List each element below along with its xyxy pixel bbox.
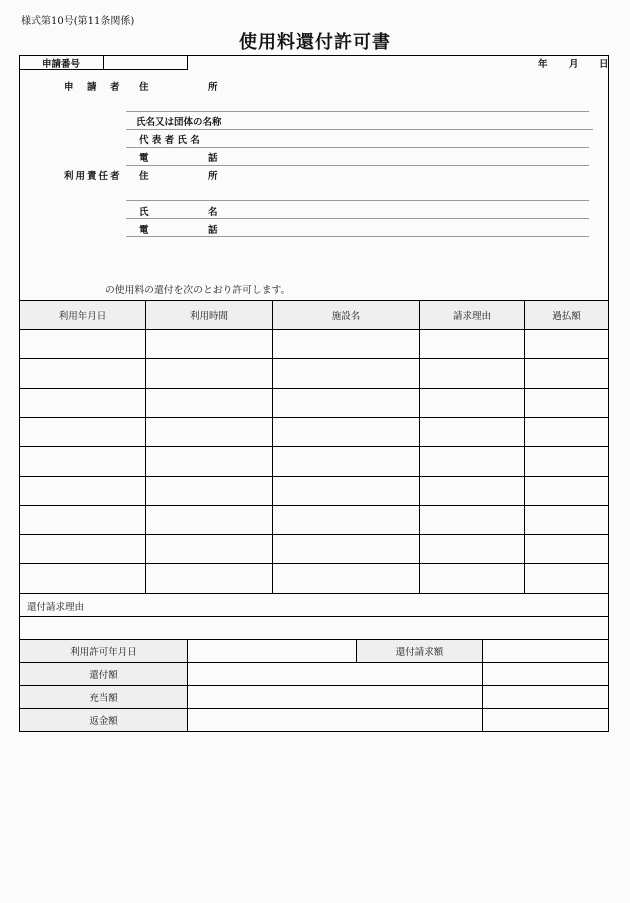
table-cell[interactable] [273, 359, 419, 387]
table-cell[interactable] [420, 330, 524, 358]
table-cell[interactable] [20, 506, 145, 534]
refund-amount-label: 還付額 [20, 663, 187, 685]
table-cell[interactable] [273, 330, 419, 358]
responsible-name-label-a: 氏 [139, 207, 149, 218]
applicant-label: 申 請 者 [64, 82, 122, 93]
table-cell[interactable] [525, 535, 608, 563]
table-cell[interactable] [420, 506, 524, 534]
application-number-field[interactable] [105, 56, 186, 69]
table-cell[interactable] [525, 564, 608, 592]
responsible-label: 利用責任者 [64, 171, 122, 182]
responsible-address-label-b: 所 [208, 171, 218, 182]
table-cell[interactable] [146, 389, 272, 417]
responsible-address-line[interactable] [126, 200, 589, 201]
form-number: 様式第10号(第11条関係) [21, 16, 135, 27]
applicant-phone-line[interactable] [126, 165, 589, 166]
table-cell[interactable] [20, 389, 145, 417]
table-cell[interactable] [273, 389, 419, 417]
responsible-phone-label-a: 電 [139, 225, 149, 236]
table-cell[interactable] [273, 477, 419, 505]
table-cell[interactable] [273, 506, 419, 534]
application-number-divider [103, 55, 104, 70]
allocated-amount-field[interactable] [188, 686, 482, 708]
table-cell[interactable] [146, 418, 272, 446]
table-cell[interactable] [420, 564, 524, 592]
table-cell[interactable] [273, 418, 419, 446]
applicant-representative-line[interactable] [126, 147, 589, 148]
permit-date-field[interactable] [188, 640, 356, 662]
page-title: 使用料還付許可書 [239, 32, 391, 53]
applicant-address-label-a: 住 [139, 82, 149, 93]
table-cell[interactable] [273, 447, 419, 475]
table-header-overpaid: 過払額 [552, 311, 581, 322]
refund-reason-top-border [19, 593, 609, 594]
responsible-name-label-b: 名 [208, 207, 218, 218]
application-number-label: 申請番号 [41, 59, 80, 70]
responsible-phone-label-b: 話 [208, 225, 218, 236]
date-day-label: 日 [599, 59, 609, 70]
table-header-reason: 請求理由 [452, 311, 491, 322]
permit-date-label: 利用許可年月日 [20, 640, 187, 662]
table-cell[interactable] [525, 389, 608, 417]
allocated-amount-label: 充当額 [20, 686, 187, 708]
returned-amount-label: 返金額 [20, 709, 187, 731]
table-header-facility: 施設名 [331, 311, 361, 322]
table-cell[interactable] [20, 330, 145, 358]
applicant-representative-label: 代 表 者 氏 名 [139, 135, 200, 146]
table-cell[interactable] [146, 564, 272, 592]
table-header-time: 利用時間 [189, 311, 228, 322]
table-cell[interactable] [146, 506, 272, 534]
table-header-date: 利用年月日 [58, 311, 107, 322]
refund-reason-divider [19, 616, 609, 617]
applicant-phone-label-a: 電 [139, 153, 149, 164]
table-cell[interactable] [146, 535, 272, 563]
table-cell[interactable] [525, 477, 608, 505]
table-cell[interactable] [420, 418, 524, 446]
table-cell[interactable] [420, 447, 524, 475]
table-cell[interactable] [525, 330, 608, 358]
request-amount-label: 還付請求額 [357, 640, 482, 662]
table-cell[interactable] [146, 447, 272, 475]
date-year-label: 年 [538, 59, 548, 70]
table-cell[interactable] [525, 359, 608, 387]
responsible-name-line[interactable] [126, 218, 589, 219]
table-cell[interactable] [20, 359, 145, 387]
table-cell[interactable] [273, 535, 419, 563]
request-amount-field[interactable] [483, 640, 608, 662]
applicant-org-name-label: 氏名又は団体の名称 [136, 117, 222, 128]
table-cell[interactable] [20, 447, 145, 475]
responsible-address-label-a: 住 [139, 171, 149, 182]
table-cell[interactable] [20, 418, 145, 446]
applicant-phone-label-b: 話 [208, 153, 218, 164]
table-cell[interactable] [146, 359, 272, 387]
refund-reason-label: 還付請求理由 [27, 602, 85, 613]
refund-amount-field[interactable] [188, 663, 482, 685]
table-cell[interactable] [20, 477, 145, 505]
date-month-label: 月 [569, 59, 579, 70]
table-cell[interactable] [525, 418, 608, 446]
table-cell[interactable] [146, 330, 272, 358]
applicant-address-label-b: 所 [208, 82, 218, 93]
responsible-phone-line[interactable] [126, 236, 589, 237]
table-cell[interactable] [20, 564, 145, 592]
applicant-address-line[interactable] [126, 111, 589, 112]
applicant-org-name-line[interactable] [126, 129, 593, 130]
summary-divider-c [482, 639, 483, 732]
table-cell[interactable] [525, 447, 608, 475]
table-cell[interactable] [273, 564, 419, 592]
permission-statement: の使用料の還付を次のとおり許可します。 [105, 285, 291, 296]
table-cell[interactable] [420, 359, 524, 387]
summary-divider-b [187, 639, 188, 732]
table-cell[interactable] [146, 477, 272, 505]
table-cell[interactable] [420, 389, 524, 417]
table-cell[interactable] [420, 477, 524, 505]
refund-reason-field[interactable] [22, 618, 606, 638]
table-cell[interactable] [20, 535, 145, 563]
summary-divider-a [356, 639, 357, 662]
table-cell[interactable] [420, 535, 524, 563]
table-cell[interactable] [525, 506, 608, 534]
returned-amount-field[interactable] [188, 709, 482, 731]
